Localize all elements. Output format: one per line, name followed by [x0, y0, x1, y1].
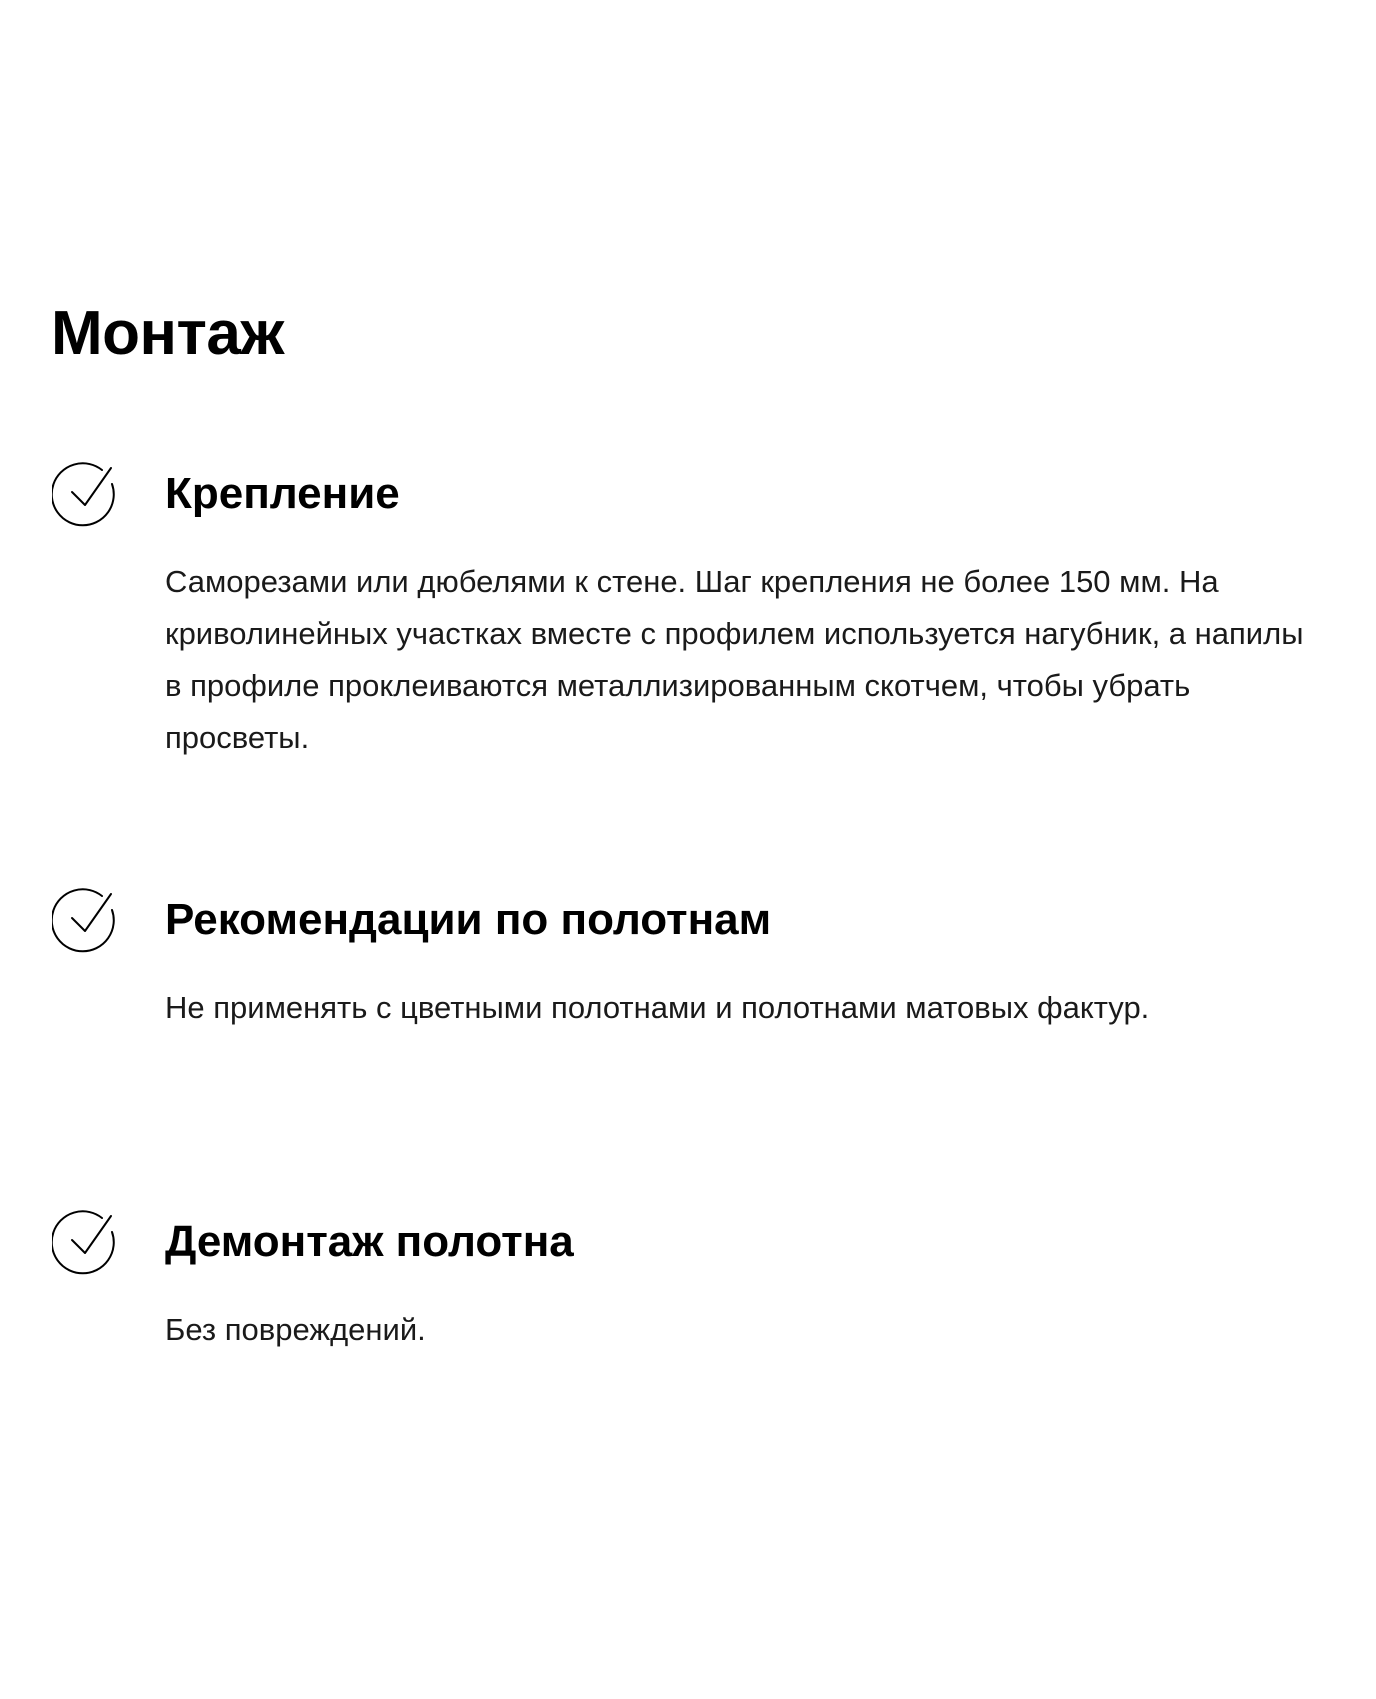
feature-title: Крепление	[165, 469, 400, 518]
feature-title: Рекомендации по полотнам	[165, 895, 772, 944]
feature-title: Демонтаж полотна	[165, 1217, 574, 1266]
check-circle-icon	[52, 462, 120, 530]
feature-description: Саморезами или дюбелями к стене. Шаг крепления не более 150 мм. На криволинейных участках вместе с профилем используется нагубник, а напилы в профиле проклеиваются металлизированным скотчем, чтобы убрать просветы.	[165, 564, 1304, 755]
feature-description: Без повреждений.	[165, 1312, 426, 1347]
check-circle-icon	[52, 888, 120, 956]
check-circle-icon	[52, 1210, 120, 1278]
feature-description: Не применять с цветными полотнами и полотнами матовых фактур.	[165, 990, 1150, 1025]
page-title: Монтаж	[51, 299, 284, 368]
